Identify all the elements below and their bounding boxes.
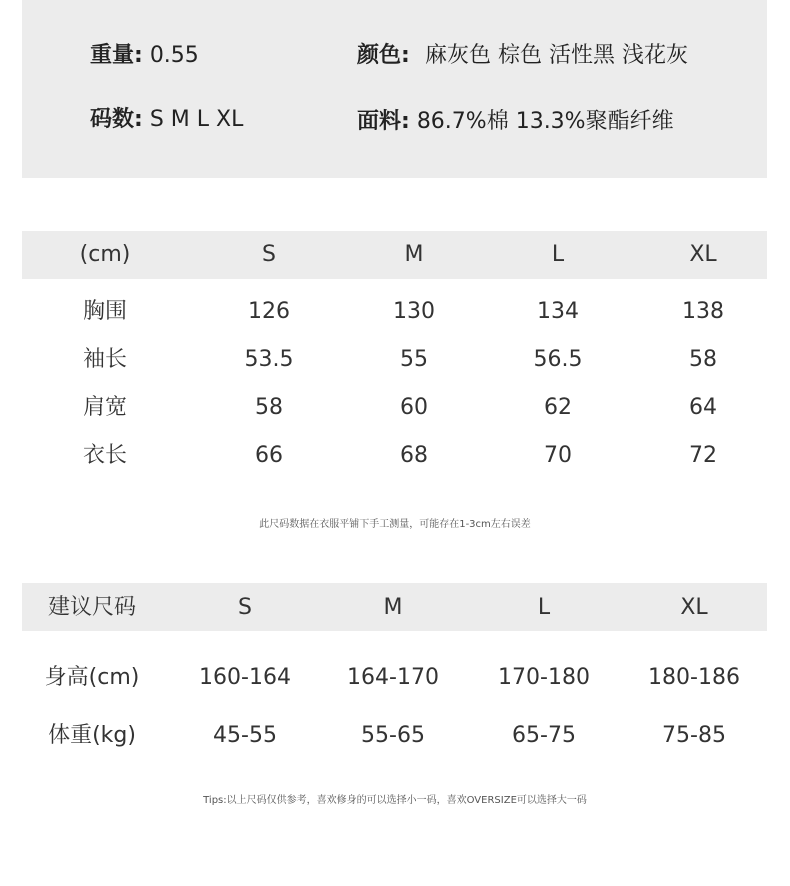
suggest-header-m: M [383, 595, 403, 620]
weight-value: 0.55 [149, 43, 199, 68]
size-header-unit: (cm) [79, 242, 131, 267]
size-cell: 56.5 [533, 347, 583, 372]
size-cell: 58 [255, 395, 283, 420]
size-value: S M L XL [149, 107, 244, 132]
size-cell: 138 [682, 299, 724, 324]
suggest-row-label: 体重(kg) [48, 723, 136, 748]
weight-info [90, 42, 199, 70]
size-measure-note: 此尺码数据在衣服平铺下手工测量，可能存在1-3cm左右误差 [259, 519, 531, 530]
size-cell: 66 [255, 443, 283, 468]
size-cell: 126 [248, 299, 290, 324]
size-cell: 64 [689, 395, 717, 420]
color-key: 颜色: [357, 43, 410, 68]
fabric-info [357, 108, 674, 136]
size-cell: 130 [393, 299, 435, 324]
size-key: 码数: [90, 107, 143, 132]
suggest-row-label: 身高(cm) [44, 665, 140, 690]
size-cell: 53.5 [244, 347, 294, 372]
size-header-m: M [404, 242, 424, 267]
color-info [357, 42, 717, 70]
size-tips-note: Tips:以上尺码仅供参考，喜欢修身的可以选择小一码，喜欢OVERSIZE可以选择大一码 [203, 795, 587, 806]
suggest-header-l: L [537, 595, 551, 620]
size-row-label: 袖长 [82, 347, 127, 372]
size-cell: 55 [400, 347, 428, 372]
size-header-l: L [551, 242, 565, 267]
suggest-cell: 75-85 [662, 723, 726, 748]
size-cell: 60 [400, 395, 428, 420]
suggest-cell: 164-170 [347, 665, 439, 690]
size-header-s: S [262, 242, 276, 267]
size-info [90, 106, 243, 134]
suggest-cell: 45-55 [213, 723, 277, 748]
size-cell: 58 [689, 347, 717, 372]
size-header-xl: XL [689, 242, 717, 267]
size-cell: 72 [689, 443, 717, 468]
suggest-cell: 180-186 [648, 665, 740, 690]
suggest-header-label: 建议尺码 [47, 595, 136, 620]
fabric-key: 面料: [357, 109, 410, 134]
suggest-header-s: S [238, 595, 252, 620]
suggest-cell: 170-180 [498, 665, 590, 690]
color-value: 麻灰色 棕色 活性黑 浅花灰 [425, 43, 688, 68]
size-row-label: 胸围 [82, 299, 127, 324]
suggest-cell: 160-164 [199, 665, 291, 690]
suggest-cell: 65-75 [512, 723, 576, 748]
suggest-cell: 55-65 [361, 723, 425, 748]
size-cell: 62 [544, 395, 572, 420]
size-cell: 68 [400, 443, 428, 468]
size-cell: 134 [537, 299, 579, 324]
size-row-label: 衣长 [82, 443, 127, 468]
weight-key: 重量: [90, 43, 143, 68]
suggest-header-xl: XL [680, 595, 708, 620]
product-info-panel [22, 0, 767, 178]
size-cell: 70 [544, 443, 572, 468]
fabric-value: 86.7%棉 13.3%聚酯纤维 [416, 109, 674, 134]
size-row-label: 肩宽 [82, 395, 127, 420]
